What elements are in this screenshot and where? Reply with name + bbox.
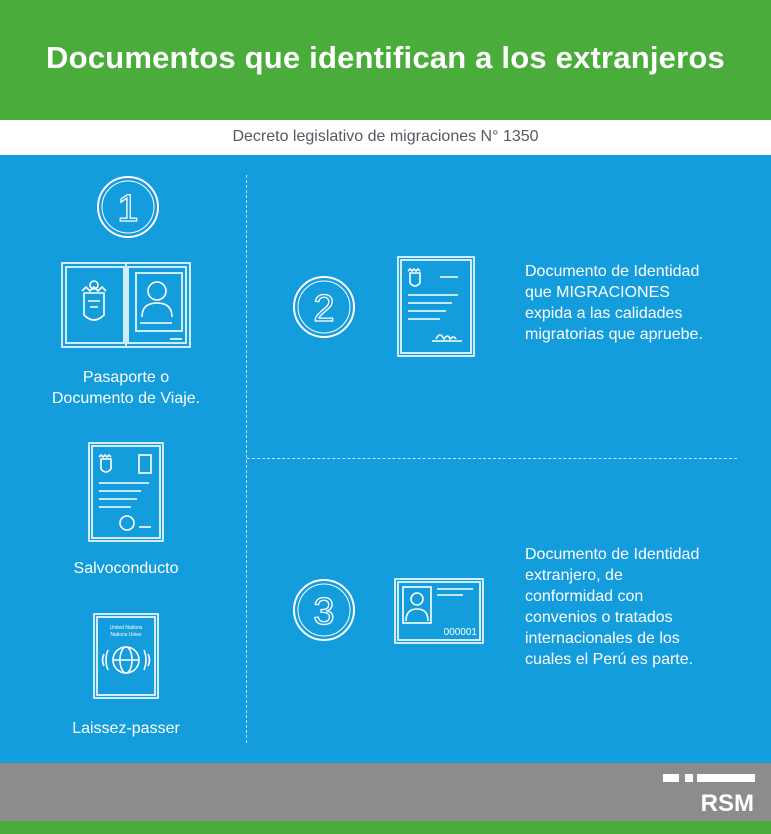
safe-conduct-document-icon <box>87 441 165 543</box>
rsm-logo-text: RSM <box>700 790 754 817</box>
section2-text-line2: que MIGRACIONES <box>525 284 670 301</box>
main-panel <box>0 155 771 763</box>
number-1-badge <box>96 175 160 239</box>
section3-text-line6: cuales el Perú es parte. <box>525 651 694 668</box>
subtitle: Decreto legislativo de migraciones N° 1350 <box>232 128 539 145</box>
number-3: 3 <box>313 591 335 633</box>
section3-text-line2: extranjero, de <box>525 567 623 584</box>
identity-document-icon <box>396 255 476 358</box>
rsm-logo <box>663 771 755 817</box>
footer-green-strip <box>0 821 771 834</box>
vertical-divider <box>246 175 247 743</box>
card-number: 000001 <box>443 627 477 638</box>
section3-text-line3: conformidad con <box>525 588 644 605</box>
booklet-text-line1: United Nations <box>109 625 143 631</box>
header-bar <box>0 0 771 120</box>
number-2-badge <box>292 275 356 339</box>
passport-label-line2: Documento de Viaje. <box>51 390 201 407</box>
section2-text-line4: migratorias que apruebe. <box>525 326 703 343</box>
booklet-text-line2: Nations Unies <box>110 632 142 638</box>
number-3-badge <box>292 578 356 642</box>
section2-text-line3: expida a las calidades <box>525 305 683 322</box>
horizontal-divider <box>247 458 737 459</box>
subheader-bar <box>0 120 771 155</box>
page-title: Documentos que identifican a los extranjeros <box>46 40 725 75</box>
number-2: 2 <box>313 288 335 330</box>
passport-icon <box>60 261 194 351</box>
foreigner-id-card-icon <box>393 577 485 645</box>
section3-text-line5: internacionales de los <box>525 630 680 647</box>
number-1: 1 <box>117 188 139 230</box>
section3-text <box>525 544 765 670</box>
section3-text-line4: convenios o tratados <box>525 609 673 626</box>
section3-text-line1: Documento de Identidad <box>525 546 700 563</box>
section2-text-line1: Documento de Identidad <box>525 263 700 280</box>
laissez-passer-label: Laissez-passer <box>72 720 180 737</box>
safe-conduct-label: Salvoconducto <box>73 560 179 577</box>
passport-label <box>20 367 232 409</box>
footer-bar <box>0 763 771 821</box>
passport-label-line1: Pasaporte o <box>82 369 170 386</box>
laissez-passer-booklet-icon <box>92 612 160 700</box>
section2-text <box>525 261 765 345</box>
